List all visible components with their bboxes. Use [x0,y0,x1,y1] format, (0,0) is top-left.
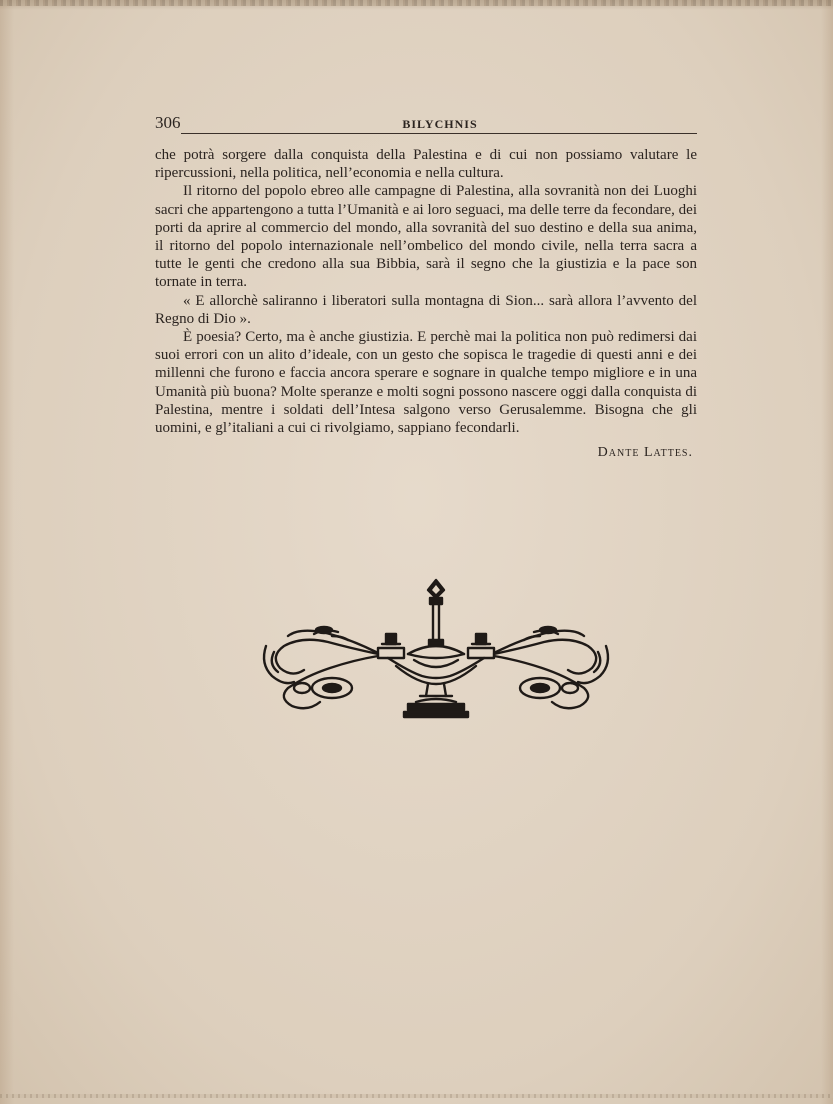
page-number: 306 [155,113,181,132]
paragraph-1: che potrà sorgere dalla conquista della Palestina e di cui non possiamo valutare le ripercussioni, nella politica, nell’economia e nella cultura. [155,147,697,182]
author-signature: Dante Lattes. [597,445,693,460]
paragraph-3: « E allorchè saliranno i liberatori sulla montagna di Sion... sarà allora l’avvento del Regno di Dio ». [155,292,697,327]
paragraph-2: Il ritorno del popolo ebreo alle campagne di Palestina, alla sovranità non dei Luoghi sacri che appartengono a tutta l’Umanità e ai loro seguaci, ma delle terre da fecondare, dei porti da aprire al commercio del mondo, alla sovranità del suo destino e della sua anima, il ritorno del popolo internazionale nell’ombelico del mondo civile, nella terra sacra a tutte le genti che credono alla sua Bibbia, sarà il segno che la giustizia e la pace son tornate in terra. [155,183,697,291]
header-rule [181,133,697,134]
page-bottom-edge [0,1094,833,1098]
oil-lamp-ornament-icon [258,576,614,722]
journal-title: BILYCHNIS [402,117,478,131]
running-head [155,113,697,137]
article-body [155,146,697,437]
paragraph-4: È poesia? Certo, ma è anche giustizia. E perchè mai la politica non può redimersi dai suoi errori con un alito d’ideale, con un gesto che sopisca le tragedie di questi anni e dei millenni che furono e faccia ancora sperare e sognare in qualche tempo migliore e in una Umanità più buona? Molte speranze e molti sogni possono nascere oggi dalla conquista di Palestina, mentre i soldati dell’Intesa salgono verso Gerusalemme. Bisogna che gli uomini, e gl’italiani a cui ci rivolgiamo, sappiano fecondarli. [155,329,697,437]
page-top-edge [0,0,833,6]
